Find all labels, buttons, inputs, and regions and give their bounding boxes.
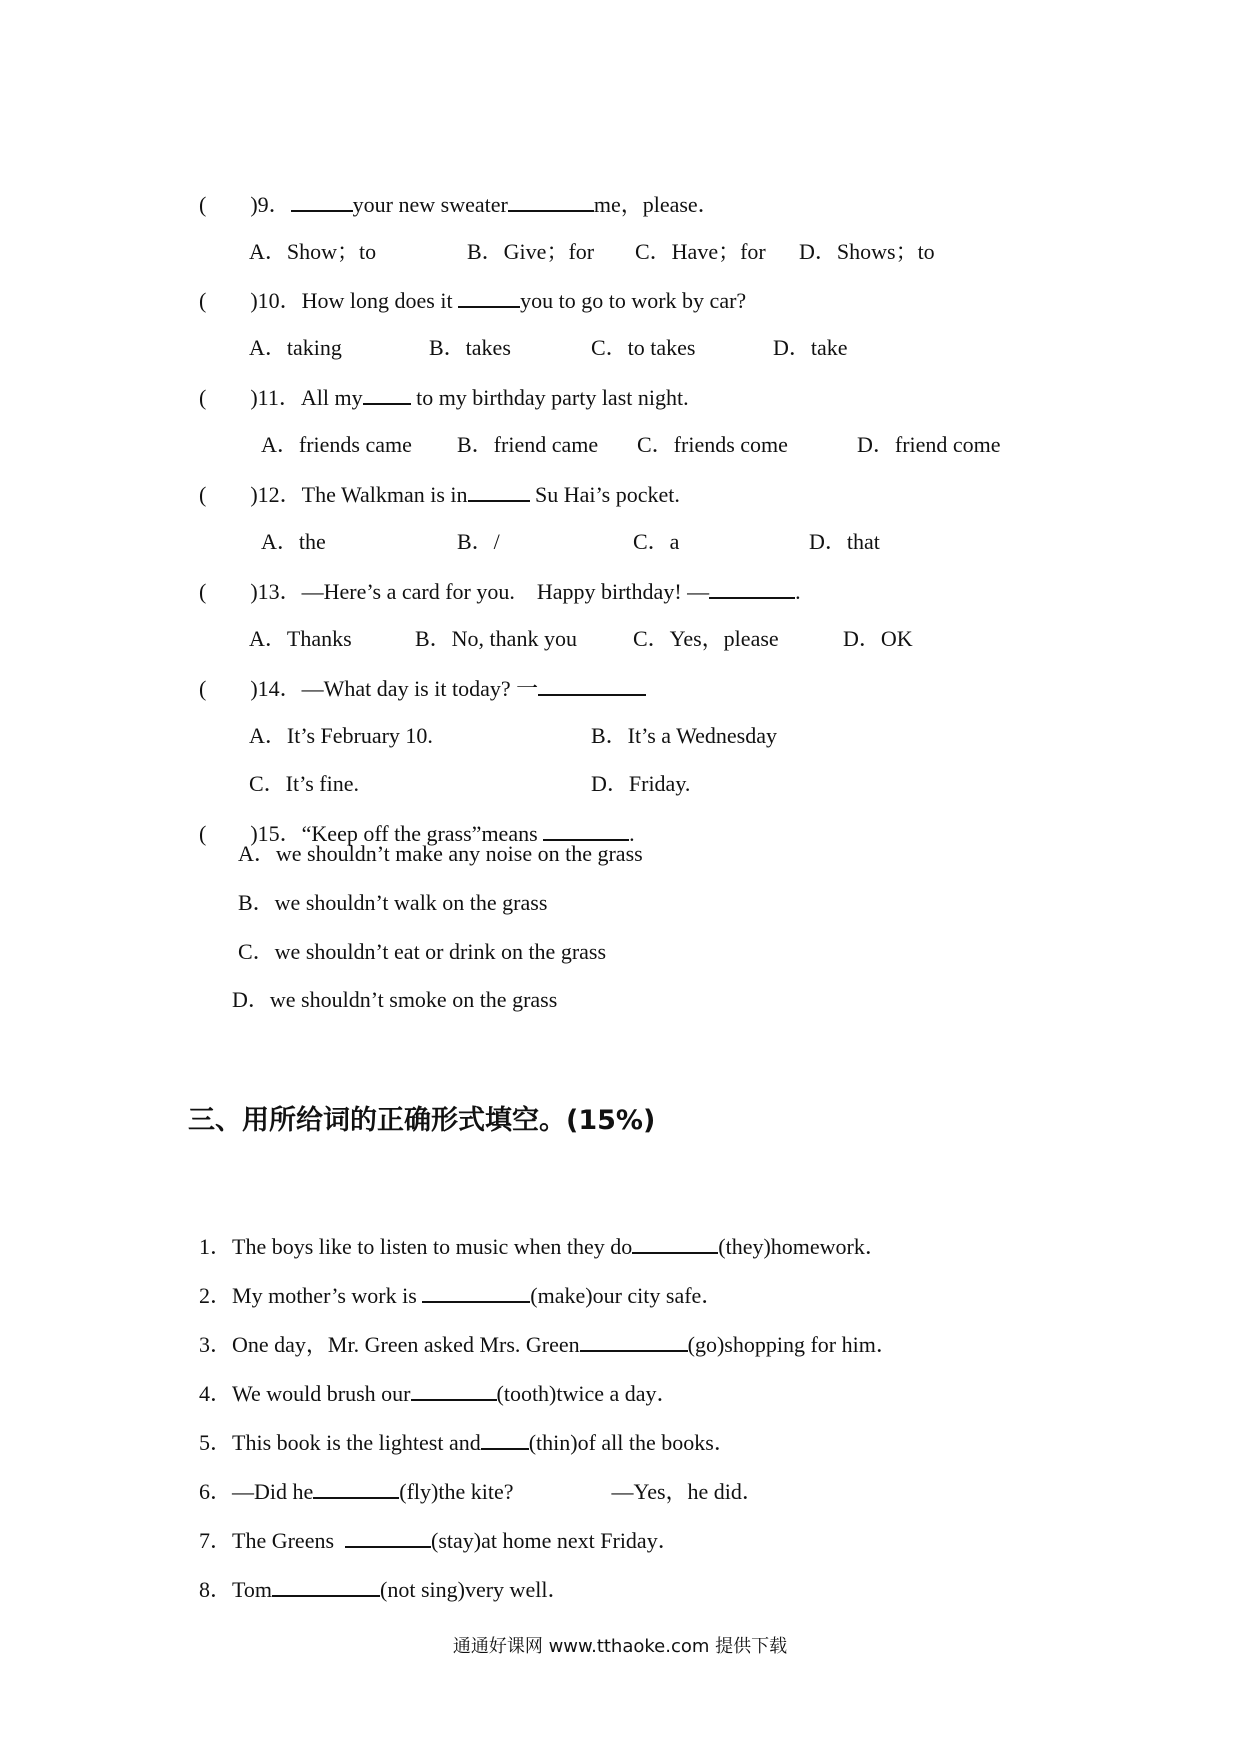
answer-blank[interactable]: [632, 1232, 718, 1254]
option-d[interactable]: D．we shouldn’t smoke on the grass: [232, 987, 558, 1012]
dialog-reply: —Yes，he did．: [611, 1479, 764, 1504]
option-c[interactable]: C．friends come: [637, 432, 788, 457]
answer-blank[interactable]: [580, 1330, 688, 1352]
question-number: )13．: [250, 579, 302, 604]
fill-item-8: 8．Tom (not sing)very well．: [199, 1577, 570, 1602]
option-a[interactable]: A．the: [261, 529, 326, 554]
answer-blank[interactable]: [291, 190, 353, 212]
option-d[interactable]: D．take: [773, 335, 848, 360]
answer-paren: (: [199, 192, 207, 217]
answer-blank[interactable]: [538, 674, 646, 696]
fill-item-4: 4．We would brush our (tooth)twice a day．: [199, 1381, 679, 1406]
answer-blank[interactable]: [468, 480, 530, 502]
answer-blank[interactable]: [481, 1428, 529, 1450]
question-9: ( )9． your new sweater me，please．: [199, 192, 720, 217]
question-number: )12．: [250, 482, 302, 507]
fill-item-3: 3．One day，Mr. Green asked Mrs. Green (go)shopping for him．: [199, 1332, 898, 1357]
option-c[interactable]: C．to takes: [591, 335, 696, 360]
question-number: )9．: [250, 192, 291, 217]
option-a[interactable]: A．Thanks: [249, 626, 352, 651]
option-b[interactable]: B．friend came: [457, 432, 599, 457]
option-b[interactable]: B．we shouldn’t walk on the grass: [238, 890, 548, 915]
question-number: )11．: [250, 385, 301, 410]
answer-blank[interactable]: [272, 1575, 380, 1597]
option-b[interactable]: B．takes: [429, 335, 511, 360]
answer-blank[interactable]: [422, 1281, 530, 1303]
options-14-cd: [238, 742, 690, 798]
question-15: ( )15．“Keep off the grass”means .: [199, 821, 635, 846]
options-12: [250, 500, 880, 556]
option-c[interactable]: C．we shouldn’t eat or drink on the grass: [238, 939, 607, 964]
footer-credit: 通通好课网 www.tthaoke.com 提供下载: [452, 1636, 788, 1657]
fill-item-2: 2．My mother’s work is (make)our city safe．: [199, 1283, 724, 1308]
question-number: )14．: [250, 676, 302, 701]
option-b[interactable]: B．It’s a Wednesday: [591, 723, 778, 748]
answer-blank[interactable]: [345, 1526, 431, 1548]
question-11: ( )11．All my to my birthday party last night.: [199, 385, 689, 410]
option-c[interactable]: C．Have；for: [635, 239, 766, 264]
answer-blank[interactable]: [313, 1477, 399, 1499]
answer-blank[interactable]: [458, 286, 520, 308]
options-13: [238, 597, 913, 653]
option-b[interactable]: B．No, thank you: [415, 626, 577, 651]
option-d[interactable]: D．Friday.: [591, 771, 691, 796]
fill-item-5: 5．This book is the lightest and (thin)of all the books．: [199, 1430, 736, 1455]
question-14: ( )14．—What day is it today? 一: [188, 646, 646, 703]
question-number: )15．: [250, 821, 302, 846]
answer-blank[interactable]: [543, 819, 629, 841]
question-12: ( )12．The Walkman is in Su Hai’s pocket.: [199, 482, 680, 507]
option-a[interactable]: A．Show；to: [249, 239, 377, 264]
option-d[interactable]: D．that: [809, 529, 880, 554]
options-11: [250, 403, 1001, 459]
answer-blank[interactable]: [508, 190, 594, 212]
option-a[interactable]: A．taking: [249, 335, 342, 360]
option-d[interactable]: D．friend come: [857, 432, 1001, 457]
answer-blank[interactable]: [411, 1379, 497, 1401]
answer-blank[interactable]: [709, 577, 795, 599]
fill-item-6: 6．—Did he (fly)the kite? —Yes，he did．: [199, 1479, 764, 1504]
section-heading: 三、用所给词的正确形式填空。(15%): [188, 1105, 656, 1136]
answer-blank[interactable]: [363, 383, 411, 405]
fill-item-7: 7．The Greens (stay)at home next Friday．: [199, 1528, 680, 1553]
question-number: )10．: [250, 288, 302, 313]
option-a[interactable]: A．we shouldn’t make any noise on the grass: [238, 841, 643, 866]
option-c[interactable]: C．It’s fine.: [249, 771, 359, 796]
option-d[interactable]: D．Shows；to: [799, 239, 935, 264]
option-b[interactable]: B．/: [457, 529, 500, 554]
option-a[interactable]: A．friends came: [261, 432, 412, 457]
question-13: ( )13．—Here’s a card for you. Happy birthday! — .: [199, 579, 801, 604]
option-b[interactable]: B．Give；for: [467, 239, 595, 264]
options-10: [238, 306, 848, 362]
option-c[interactable]: C．a: [633, 529, 680, 554]
fill-item-1: 1．The boys like to listen to music when they do (they)homework．: [199, 1234, 887, 1259]
option-c[interactable]: C．Yes，please: [633, 626, 779, 651]
question-10: ( )10．How long does it you to go to work by car?: [199, 288, 747, 313]
option-d[interactable]: D．OK: [843, 626, 913, 651]
option-a[interactable]: A．It’s February 10.: [249, 723, 433, 748]
